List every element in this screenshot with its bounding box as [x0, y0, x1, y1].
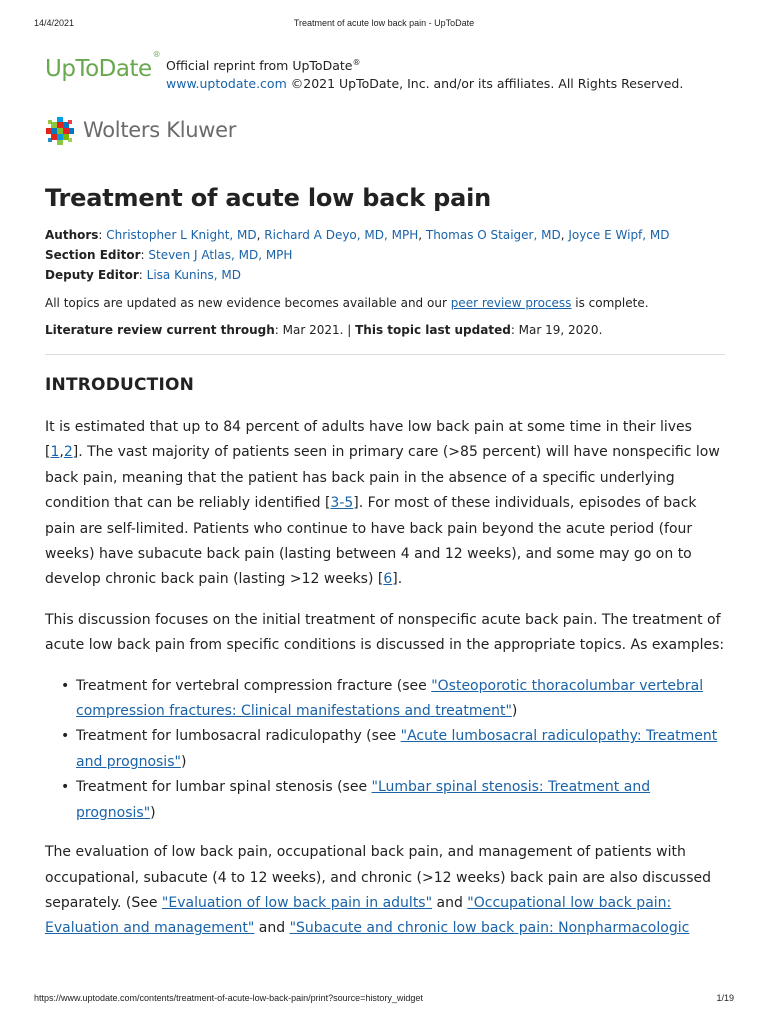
- authors-label: Authors: [45, 228, 99, 242]
- uptodate-site-link[interactable]: www.uptodate.com: [166, 76, 287, 92]
- list-item: [59, 724, 725, 775]
- examples-list: [59, 674, 725, 826]
- section-editor-line: Section Editor: Steven J Atlas, MD, MPH: [45, 248, 293, 262]
- list-item-text-end: ): [511, 703, 518, 720]
- topic-link[interactable]: "Osteoporotic thoracolumbar vertebral compression fractures: Clinical manifestations and treatment": [76, 677, 704, 720]
- paragraph-text: ]. The vast majority of patients seen in primary care (>85 percent) will have nonspecific low back pain, meaning that the patient has back pain in the absence of a specific underlying condition that can be reliably identified [: [45, 444, 720, 512]
- paragraph-text: It is estimated that up to 84 percent of adults have low back pain at some time in their lives [: [45, 419, 692, 461]
- reprint-registered: ®: [352, 58, 361, 67]
- deputy-editor-label: Deputy Editor: [45, 268, 139, 282]
- print-date: 14/4/2021: [34, 18, 75, 28]
- author-link[interactable]: Richard A Deyo, MD, MPH: [264, 228, 419, 242]
- section-editor-label: Section Editor: [45, 248, 141, 262]
- reprint-notice: [166, 54, 683, 93]
- authors-line: Authors: Christopher L Knight, MD, Richard A Deyo, MD, MPH, Thomas O Staiger, MD, Joyce E Wipf, MD: [45, 228, 670, 242]
- updated-value: : Mar 19, 2020.: [510, 323, 603, 337]
- print-title: Treatment of acute low back pain - UpToDate: [293, 18, 475, 28]
- logo-registered: ®: [152, 50, 161, 60]
- reference-link[interactable]: 1: [50, 444, 60, 461]
- bullet-icon: •: [61, 677, 70, 694]
- list-item: [59, 775, 725, 826]
- article-title: Treatment of acute low back pain: [45, 184, 492, 212]
- paragraph-text: ,: [59, 444, 64, 461]
- list-item: [59, 674, 725, 725]
- bullet-icon: •: [61, 779, 70, 796]
- note-text: All topics are updated as new evidence becomes available and our: [45, 296, 451, 310]
- paragraph-text: ].: [392, 571, 403, 588]
- deputy-editor-link[interactable]: Lisa Kunins, MD: [146, 268, 241, 282]
- author-link[interactable]: Christopher L Knight, MD: [106, 228, 257, 242]
- intro-paragraph-2: This discussion focuses on the initial treatment of nonspecific acute back pain. The treatment of acute low back pain from specific conditions is discussed in the appropriate topics. As examples:: [45, 611, 725, 654]
- updated-label: This topic last updated: [355, 323, 511, 337]
- deputy-editor-line: Deputy Editor: Lisa Kunins, MD: [45, 268, 241, 282]
- list-item-text: Treatment for lumbar spinal stenosis (see: [76, 779, 372, 796]
- paragraph-text: and: [254, 920, 290, 937]
- list-item-text-end: ): [180, 753, 187, 770]
- review-dates: [45, 320, 725, 340]
- topic-link[interactable]: "Evaluation of low back pain in adults": [161, 894, 433, 911]
- article-content: [45, 181, 725, 957]
- section-editor-link[interactable]: Steven J Atlas, MD, MPH: [148, 248, 293, 262]
- topic-link[interactable]: "Acute lumbosacral radiculopathy: Treatment and prognosis": [76, 728, 718, 770]
- list-item-text: Treatment for vertebral compression fracture (see: [76, 677, 432, 694]
- intro-paragraph-3: [45, 840, 725, 942]
- section-heading-introduction: INTRODUCTION: [45, 375, 195, 395]
- wolters-kluwer-mark-icon: [45, 116, 75, 146]
- page-number: 1/19: [716, 993, 734, 1003]
- topic-link[interactable]: "Occupational low back pain: Evaluation and management": [45, 894, 672, 937]
- peer-review-link[interactable]: peer review process: [450, 296, 572, 310]
- list-item-text-end: ): [150, 804, 156, 821]
- reference-link[interactable]: 6: [383, 571, 393, 588]
- copyright-text: ©2021 UpToDate, Inc. and/or its affiliates. All Rights Reserved.: [286, 76, 684, 92]
- section-divider: [45, 354, 725, 355]
- print-footer: [34, 993, 734, 1007]
- topic-link[interactable]: "Subacute and chronic low back pain: Nonpharmacologic: [289, 920, 690, 937]
- paragraph-text: and: [432, 894, 468, 911]
- bullet-icon: •: [61, 728, 70, 745]
- uptodate-logo: [45, 50, 161, 82]
- review-value: : Mar 2021. |: [274, 323, 356, 337]
- print-header: [34, 18, 734, 32]
- review-label: Literature review current through: [45, 323, 275, 337]
- reprint-line: Official reprint from UpToDate: [166, 58, 353, 74]
- paragraph-text: ]. For most of these individuals, episodes of back pain are self-limited. Patients who continue to have back pain beyond the acute period (four weeks) have subacute back pain (lasting between 4 and 12 weeks), and some may go on to develop chronic back pain (lasting >12 weeks) [: [45, 495, 697, 588]
- intro-paragraph-1: [45, 415, 725, 593]
- reference-link[interactable]: 2: [63, 444, 73, 461]
- brand-bar: [45, 50, 725, 92]
- topic-link[interactable]: "Lumbar spinal stenosis: Treatment and prognosis": [76, 779, 651, 821]
- wolters-kluwer-logo: [45, 114, 245, 148]
- wolters-kluwer-wordmark: Wolters Kluwer: [83, 118, 237, 142]
- update-note: [45, 293, 725, 313]
- logo-text: UpToDate: [45, 56, 152, 82]
- reference-link[interactable]: 3-5: [330, 495, 354, 512]
- author-link[interactable]: Joyce E Wipf, MD: [568, 228, 670, 242]
- print-url: https://www.uptodate.com/contents/treatment-of-acute-low-back-pain/print?source=history_widget: [34, 993, 423, 1003]
- list-item-text: Treatment for lumbosacral radiculopathy (see: [76, 728, 401, 745]
- paragraph-text: The evaluation of low back pain, occupational back pain, and management of patients with occupational, subacute (4 to 12 weeks), and chronic (>12 weeks) back pain are also discussed separately. (See: [45, 844, 711, 911]
- note-text-end: is complete.: [571, 296, 649, 310]
- author-link[interactable]: Thomas O Staiger, MD: [425, 228, 561, 242]
